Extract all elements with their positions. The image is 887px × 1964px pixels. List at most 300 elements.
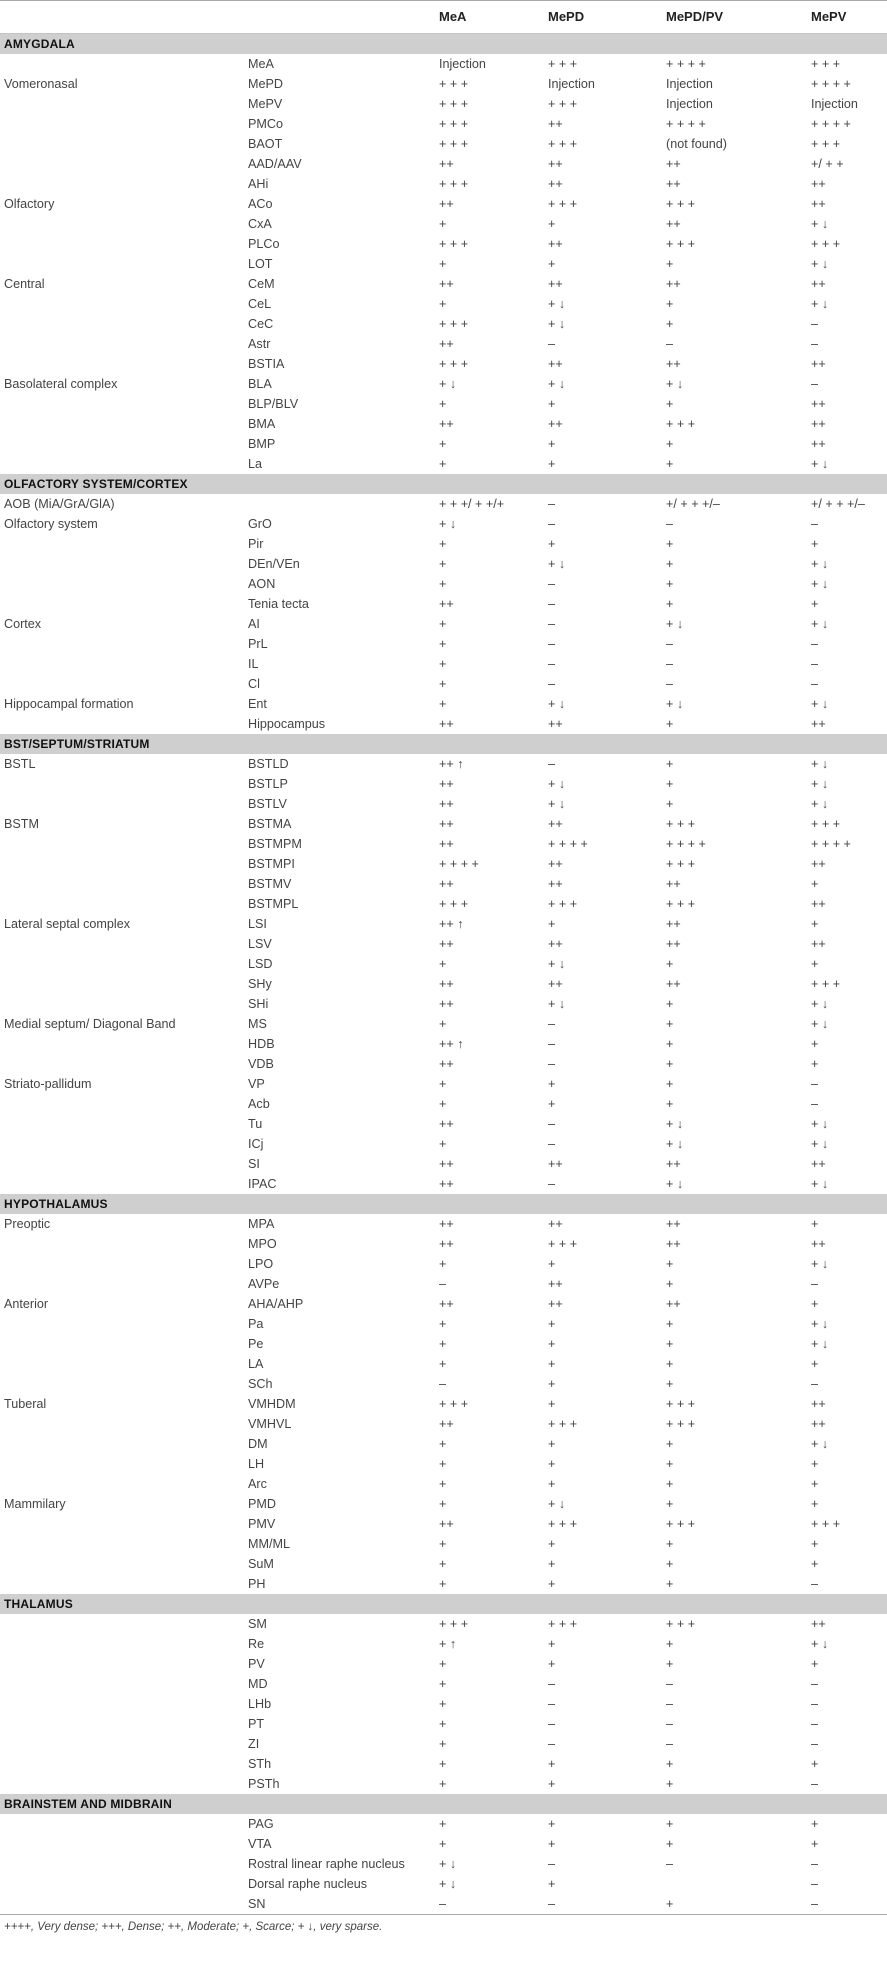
mepd-pv-value: + — [666, 1657, 674, 1671]
mepv-value: + ↓ — [811, 297, 829, 311]
table-row — [0, 454, 887, 474]
mepv-value: + ↓ — [811, 777, 829, 791]
table-row — [0, 514, 887, 534]
mea-value: + + + — [439, 97, 469, 111]
mea-value: + — [439, 257, 447, 271]
mepv-value: + — [811, 1837, 819, 1851]
region-label: MePV — [248, 97, 283, 111]
table-row — [0, 294, 887, 314]
mepd-value: – — [548, 1897, 556, 1911]
group-label: Olfactory — [4, 197, 55, 211]
region-label: AI — [248, 617, 260, 631]
mepd-pv-value: ++ — [666, 1297, 681, 1311]
mepd-value: – — [548, 1137, 556, 1151]
mepd-value: ++ — [548, 357, 563, 371]
mepd-pv-value: – — [666, 337, 674, 351]
mea-value: + + + — [439, 897, 469, 911]
mepv-value: + — [811, 597, 819, 611]
mepv-value: + + + + — [811, 77, 851, 91]
table-row — [0, 1134, 887, 1154]
table-row — [0, 274, 887, 294]
region-label: VMHDM — [248, 1397, 296, 1411]
region-label: Tu — [248, 1117, 263, 1131]
group-label: AOB (MiA/GrA/GlA) — [4, 497, 115, 511]
mepv-value: + — [811, 1357, 819, 1371]
mea-value: ++ — [439, 937, 454, 951]
region-label: Pe — [248, 1337, 264, 1351]
mepv-value: + — [811, 1037, 819, 1051]
mepv-value: – — [811, 1897, 819, 1911]
mepv-value: ++ — [811, 397, 826, 411]
region-label: LOT — [248, 257, 273, 271]
region-label: Arc — [248, 1477, 267, 1491]
region-label: DEn/VEn — [248, 557, 300, 571]
mepd-pv-value: + — [666, 257, 674, 271]
mepv-value: + ↓ — [811, 697, 829, 711]
mepv-value: – — [811, 637, 819, 651]
mepd-pv-value: + — [666, 1537, 674, 1551]
mepv-value: + ↓ — [811, 797, 829, 811]
mea-value: + ↓ — [439, 1857, 457, 1871]
table-row — [0, 1734, 887, 1754]
mea-value: + — [439, 1777, 447, 1791]
mepv-value: – — [811, 317, 819, 331]
mepd-value: – — [548, 1177, 556, 1191]
mepd-pv-value: – — [666, 637, 674, 651]
table-row — [0, 754, 887, 774]
mea-value: ++ — [439, 797, 454, 811]
mea-value: ++ — [439, 1177, 454, 1191]
mepv-value: – — [811, 1777, 819, 1791]
mea-value: + — [439, 1817, 447, 1831]
region-label: Astr — [248, 337, 271, 351]
mepd-pv-value: + — [666, 1257, 674, 1271]
region-label: Ent — [248, 697, 267, 711]
mepv-value: ++ — [811, 937, 826, 951]
mepd-value: + ↓ — [548, 697, 566, 711]
mea-value: Injection — [439, 57, 486, 71]
table-row — [0, 714, 887, 734]
region-label: PrL — [248, 637, 268, 651]
table-row — [0, 214, 887, 234]
mepv-value: + ↓ — [811, 1117, 829, 1131]
table-row — [0, 1854, 887, 1874]
table-row — [0, 154, 887, 174]
region-label: Acb — [248, 1097, 270, 1111]
region-label: CeL — [248, 297, 272, 311]
mepd-value: + — [548, 1537, 556, 1551]
table-row — [0, 94, 887, 114]
table-row — [0, 1034, 887, 1054]
table-row — [0, 1234, 887, 1254]
group-label: Lateral septal complex — [4, 917, 131, 931]
mepv-value: – — [811, 517, 819, 531]
table-row — [0, 134, 887, 154]
mepd-pv-value: + + + — [666, 1517, 696, 1531]
region-label: PSTh — [248, 1777, 280, 1791]
mepd-value: + — [548, 1757, 556, 1771]
mepd-value: + — [548, 397, 556, 411]
mepd-value: + — [548, 1457, 556, 1471]
mepv-value: ++ — [811, 417, 826, 431]
region-label: CeC — [248, 317, 274, 331]
mea-value: + — [439, 617, 447, 631]
mea-value: + — [439, 217, 447, 231]
table-row — [0, 1514, 887, 1534]
table-row — [0, 1674, 887, 1694]
mea-value: + — [439, 1697, 447, 1711]
mepv-value: + ↓ — [811, 1017, 829, 1031]
region-label: VP — [248, 1077, 265, 1091]
mepd-value: + — [548, 1377, 556, 1391]
region-label: LHb — [248, 1697, 272, 1711]
mea-value: ++ — [439, 1417, 454, 1431]
mepv-value: – — [811, 377, 819, 391]
mea-value: ++ ↑ — [439, 917, 464, 931]
mepv-value: + + + — [811, 137, 841, 151]
table-row — [0, 894, 887, 914]
mea-value: + ↑ — [439, 1637, 457, 1651]
table-row — [0, 414, 887, 434]
mepd-value: + + + + — [548, 837, 588, 851]
table-row — [0, 1754, 887, 1774]
region-label: VMHVL — [248, 1417, 292, 1431]
mea-value: + — [439, 537, 447, 551]
mea-value: ++ — [439, 997, 454, 1011]
mepd-pv-value: + — [666, 557, 674, 571]
mepd-pv-value: + — [666, 577, 674, 591]
mepd-value: + — [548, 1397, 556, 1411]
mepd-pv-value: + + + + — [666, 117, 706, 131]
region-label: BMA — [248, 417, 276, 431]
mepd-pv-value: + + + — [666, 1397, 696, 1411]
region-label: BSTMPI — [248, 857, 295, 871]
region-label: LH — [248, 1457, 265, 1471]
mea-value: ++ — [439, 837, 454, 851]
mepd-value: + — [548, 217, 556, 231]
region-label: BSTMA — [248, 817, 292, 831]
mepd-pv-value: ++ — [666, 877, 681, 891]
mepd-value: + + + — [548, 57, 578, 71]
mea-value: ++ — [439, 1157, 454, 1171]
mepv-value: + + + — [811, 237, 841, 251]
region-label: STh — [248, 1757, 272, 1771]
mepd-value: – — [548, 757, 556, 771]
mepd-value: + — [548, 1837, 556, 1851]
mepd-pv-value: – — [666, 1857, 674, 1871]
mepd-value: – — [548, 337, 556, 351]
table-row — [0, 594, 887, 614]
section-title: THALAMUS — [4, 1597, 73, 1611]
mea-value: ++ — [439, 337, 454, 351]
mepd-value: + — [548, 1637, 556, 1651]
mepd-pv-value: + + + — [666, 857, 696, 871]
region-label: BMP — [248, 437, 276, 451]
mepd-value: ++ — [548, 157, 563, 171]
mepv-value: ++ — [811, 1617, 826, 1631]
mepd-pv-value: + — [666, 1017, 674, 1031]
mea-value: + ↓ — [439, 1877, 457, 1891]
mepd-pv-value: ++ — [666, 977, 681, 991]
region-label: BSTIA — [248, 357, 285, 371]
mea-value: + — [439, 1737, 447, 1751]
region-label: SI — [248, 1157, 260, 1171]
region-label: AVPe — [248, 1277, 280, 1291]
mepv-value: + ↓ — [811, 557, 829, 571]
mepv-value: + ↓ — [811, 617, 829, 631]
region-label: Re — [248, 1637, 265, 1651]
mepv-value: + ↓ — [811, 1137, 829, 1151]
section-title: BRAINSTEM AND MIDBRAIN — [4, 1797, 172, 1811]
table-row — [0, 334, 887, 354]
mepd-value: ++ — [548, 417, 563, 431]
mea-value: ++ — [439, 717, 454, 731]
section-header — [0, 1194, 887, 1214]
region-label: Hippocampus — [248, 717, 326, 731]
group-label: Tuberal — [4, 1397, 47, 1411]
table-row — [0, 1094, 887, 1114]
mepd-value: + ↓ — [548, 1497, 566, 1511]
mea-value: ++ — [439, 977, 454, 991]
mepd-pv-value: + ↓ — [666, 697, 684, 711]
mepv-value: – — [811, 1097, 819, 1111]
mea-value: + — [439, 1557, 447, 1571]
mepv-value: + ↓ — [811, 1437, 829, 1451]
mepd-value: + ↓ — [548, 317, 566, 331]
table-row — [0, 1874, 887, 1894]
mepv-value: + — [811, 537, 819, 551]
mepd-pv-value: + + + — [666, 1617, 696, 1631]
mepv-value: + — [811, 1057, 819, 1071]
table-row — [0, 674, 887, 694]
mepd-pv-value: – — [666, 657, 674, 671]
mepd-value: ++ — [548, 937, 563, 951]
mepv-value: + — [811, 1537, 819, 1551]
mepv-value: + — [811, 1477, 819, 1491]
table-row — [0, 1654, 887, 1674]
table-row — [0, 1634, 887, 1654]
table-row — [0, 1174, 887, 1194]
mepv-value: + — [811, 1817, 819, 1831]
group-label: BSTM — [4, 817, 39, 831]
mea-value: + — [439, 657, 447, 671]
mepv-value: ++ — [811, 357, 826, 371]
mepd-pv-value: + — [666, 1057, 674, 1071]
mepd-value: + ↓ — [548, 297, 566, 311]
table-row — [0, 974, 887, 994]
mepd-pv-value: + + + + — [666, 57, 706, 71]
mepd-value: Injection — [548, 77, 595, 91]
mepd-value: – — [548, 657, 556, 671]
table-row — [0, 1254, 887, 1274]
mepd-pv-value: + ↓ — [666, 1137, 684, 1151]
mepv-value: + — [811, 877, 819, 891]
table-header-row — [0, 0, 887, 34]
mepv-value: + + + — [811, 977, 841, 991]
table-row — [0, 1894, 887, 1914]
mepd-value: + — [548, 1577, 556, 1591]
mepd-pv-value: + — [666, 957, 674, 971]
mepd-pv-value: + + + + — [666, 837, 706, 851]
mepd-pv-value: + + + — [666, 237, 696, 251]
mepd-value: ++ — [548, 1277, 563, 1291]
mepv-value: + — [811, 957, 819, 971]
table-body — [0, 34, 887, 1914]
table-row — [0, 1074, 887, 1094]
mea-value: ++ ↑ — [439, 1037, 464, 1051]
mepd-pv-value: ++ — [666, 177, 681, 191]
header-mepd: MePD — [548, 9, 585, 24]
region-label: SCh — [248, 1377, 273, 1391]
mepd-pv-value: + — [666, 1377, 674, 1391]
region-label: BSTMPM — [248, 837, 302, 851]
mea-value: + + + — [439, 317, 469, 331]
mepd-value: + ↓ — [548, 997, 566, 1011]
mepd-value: ++ — [548, 857, 563, 871]
table-row — [0, 354, 887, 374]
header-mea: MeA — [439, 9, 467, 24]
mepd-value: + — [548, 437, 556, 451]
table-row — [0, 834, 887, 854]
mepv-value: + + + — [811, 1517, 841, 1531]
mea-value: ++ — [439, 877, 454, 891]
mepd-value: + — [548, 1817, 556, 1831]
table-row — [0, 1454, 887, 1474]
mepd-value: + + + — [548, 137, 578, 151]
mepd-pv-value: + — [666, 317, 674, 331]
mepv-value: + ↓ — [811, 577, 829, 591]
mea-value: ++ — [439, 1237, 454, 1251]
mepd-pv-value: – — [666, 1677, 674, 1691]
region-label: ACo — [248, 197, 273, 211]
table-row — [0, 54, 887, 74]
region-label: MD — [248, 1677, 268, 1691]
mepd-pv-value: + — [666, 717, 674, 731]
region-label: PV — [248, 1657, 265, 1671]
mepd-value: + — [548, 1777, 556, 1791]
region-label: LPO — [248, 1257, 274, 1271]
group-label: Preoptic — [4, 1217, 51, 1231]
mepd-value: + ↓ — [548, 557, 566, 571]
region-label: BAOT — [248, 137, 283, 151]
region-label: IL — [248, 657, 259, 671]
mepv-value: + ↓ — [811, 1637, 829, 1651]
mepd-value: ++ — [548, 237, 563, 251]
group-label: Vomeronasal — [4, 77, 78, 91]
region-label: IPAC — [248, 1177, 277, 1191]
mepd-pv-value: +/ + + +/– — [666, 497, 720, 511]
mepd-value: + — [548, 1437, 556, 1451]
region-label: LA — [248, 1357, 264, 1371]
mepd-pv-value: + ↓ — [666, 1177, 684, 1191]
mepv-value: – — [811, 1857, 819, 1871]
mepd-pv-value: + — [666, 1557, 674, 1571]
mepd-value: + + + — [548, 1237, 578, 1251]
mepd-value: ++ — [548, 277, 563, 291]
mepd-pv-value: Injection — [666, 97, 713, 111]
group-label: BSTL — [4, 757, 36, 771]
mepd-value: – — [548, 1117, 556, 1131]
mepv-value: + + + + — [811, 837, 851, 851]
mepd-value: + — [548, 457, 556, 471]
table-row — [0, 1314, 887, 1334]
mepd-pv-value: + — [666, 1897, 674, 1911]
mea-value: – — [439, 1277, 447, 1291]
section-header — [0, 474, 887, 494]
mea-value: + — [439, 1437, 447, 1451]
mea-value: + + + — [439, 1397, 469, 1411]
mepv-value: + ↓ — [811, 257, 829, 271]
mea-value: + + + — [439, 137, 469, 151]
mepd-value: + + + — [548, 197, 578, 211]
mea-value: + — [439, 1357, 447, 1371]
mea-value: + + + — [439, 117, 469, 131]
mepv-value: + + + + — [811, 117, 851, 131]
mepv-value: +/ + + — [811, 157, 844, 171]
mea-value: ++ — [439, 597, 454, 611]
group-label: Striato-pallidum — [4, 1077, 92, 1091]
mepd-value: ++ — [548, 1157, 563, 1171]
mepd-value: – — [548, 1717, 556, 1731]
region-label: ZI — [248, 1737, 260, 1751]
table-row — [0, 1394, 887, 1414]
mepd-pv-value: Injection — [666, 77, 713, 91]
mea-value: ++ — [439, 1057, 454, 1071]
mepv-value: – — [811, 1877, 819, 1891]
table-row — [0, 1694, 887, 1714]
mepv-value: – — [811, 1677, 819, 1691]
mepd-pv-value: ++ — [666, 917, 681, 931]
mepd-pv-value: + — [666, 1477, 674, 1491]
table-row — [0, 914, 887, 934]
mepd-pv-value: + — [666, 437, 674, 451]
table-row — [0, 874, 887, 894]
mepv-value: + ↓ — [811, 997, 829, 1011]
mepd-pv-value: ++ — [666, 217, 681, 231]
mepd-pv-value: ++ — [666, 1237, 681, 1251]
group-label: Basolateral complex — [4, 377, 118, 391]
region-label: Cl — [248, 677, 260, 691]
region-label: LSI — [248, 917, 267, 931]
mepd-pv-value: + — [666, 597, 674, 611]
table-row — [0, 114, 887, 134]
region-label: AON — [248, 577, 276, 591]
mepd-value: + — [548, 1077, 556, 1091]
mea-value: + — [439, 1757, 447, 1771]
mepd-pv-value: + — [666, 1277, 674, 1291]
mea-value: + — [439, 1017, 447, 1031]
region-label: Pir — [248, 537, 264, 551]
table-row — [0, 1114, 887, 1134]
section-header — [0, 734, 887, 754]
mepv-value: – — [811, 677, 819, 691]
mepd-pv-value: + + + — [666, 417, 696, 431]
mepd-value: – — [548, 637, 556, 651]
mepd-pv-value: + — [666, 1357, 674, 1371]
mepv-value: + ↓ — [811, 217, 829, 231]
mepd-pv-value: + — [666, 1037, 674, 1051]
region-label: LSV — [248, 937, 272, 951]
mepv-value: + — [811, 1657, 819, 1671]
region-label: PH — [248, 1577, 266, 1591]
table-row — [0, 1534, 887, 1554]
mepd-pv-value: ++ — [666, 1157, 681, 1171]
region-label: BSTLV — [248, 797, 287, 811]
region-label: PT — [248, 1717, 265, 1731]
mea-value: + — [439, 1497, 447, 1511]
mepd-value: – — [548, 577, 556, 591]
mepd-pv-value: + — [666, 797, 674, 811]
